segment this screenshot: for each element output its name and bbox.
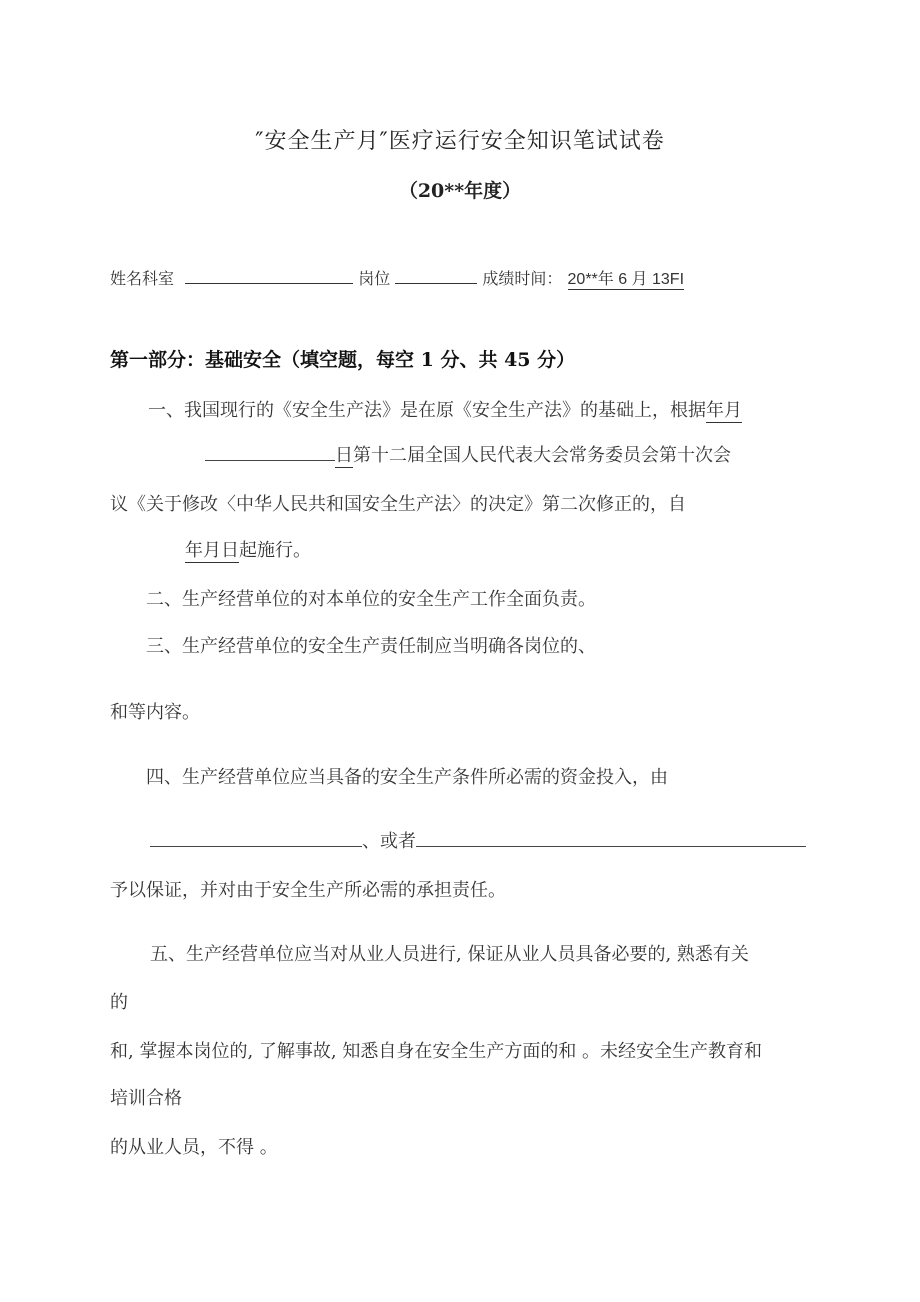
post-blank xyxy=(395,269,477,284)
q1-line-2 xyxy=(205,441,731,468)
q5-line-1: 五、生产经营单位应当对从业人员进行, 保证从业人员具备必要的, 熟悉有关 xyxy=(150,944,749,965)
q4-blank-1 xyxy=(150,830,362,847)
q1-line-4 xyxy=(185,536,311,563)
q4-or-text: 、或者 xyxy=(362,831,416,852)
q5-line-4: 培训合格 xyxy=(110,1088,182,1109)
q5-line-3: 和, 掌握本岗位的, 了解事故, 知悉自身在安全生产方面的和 。未经安全生产教育和 xyxy=(110,1041,763,1062)
name-dept-label: 姓名科室 xyxy=(110,269,175,288)
exam-year: （20**年度） xyxy=(398,180,522,202)
q1-text-4: 起施行。 xyxy=(239,540,311,561)
q3-line-2: 和等内容。 xyxy=(110,702,200,723)
q4-blank-2 xyxy=(416,830,806,847)
q1-text-2: 第十二届全国人民代表大会常务委员会第十次会 xyxy=(353,445,731,466)
q1-blank-year-month: 年月 xyxy=(706,396,742,423)
q4-line-3: 予以保证，并对由于安全生产所必需的承担责任。 xyxy=(110,880,506,901)
q1-blank xyxy=(205,444,335,461)
exam-date: 20**年 6 月 13FI xyxy=(568,266,685,290)
q1-text-1: 一、我国现行的《安全生产法》是在原《安全生产法》的基础上，根据 xyxy=(148,400,706,421)
q1-blank-day: 日 xyxy=(335,441,353,468)
q2-line: 二、生产经营单位的对本单位的安全生产工作全面负责。 xyxy=(146,589,596,610)
score-time-label: 成绩时间： xyxy=(482,269,563,288)
q4-line-1: 四、生产经营单位应当具备的安全生产条件所必需的资金投入，由 xyxy=(146,767,668,788)
q5-line-5: 的从业人员，不得 。 xyxy=(110,1137,278,1158)
exam-title: ″安全生产月″医疗运行安全知识笔试试卷 xyxy=(255,129,665,154)
post-label: 岗位 xyxy=(358,269,391,288)
section-1-heading: 第一部分：基础安全（填空题，每空 1 分、共 45 分） xyxy=(110,349,576,371)
name-dept-blank xyxy=(185,269,353,284)
q1-blank-date: 年月日 xyxy=(185,536,239,563)
q1-line-1 xyxy=(148,396,742,423)
q4-line-2 xyxy=(150,827,806,853)
q1-line-3: 议《关于修改〈中华人民共和国安全生产法〉的决定》第二次修正的，自 xyxy=(110,494,686,515)
q3-line-1: 三、生产经营单位的安全生产责任制应当明确各岗位的、 xyxy=(146,636,596,657)
exam-info-line xyxy=(110,266,684,290)
q5-line-2: 的 xyxy=(110,992,128,1013)
